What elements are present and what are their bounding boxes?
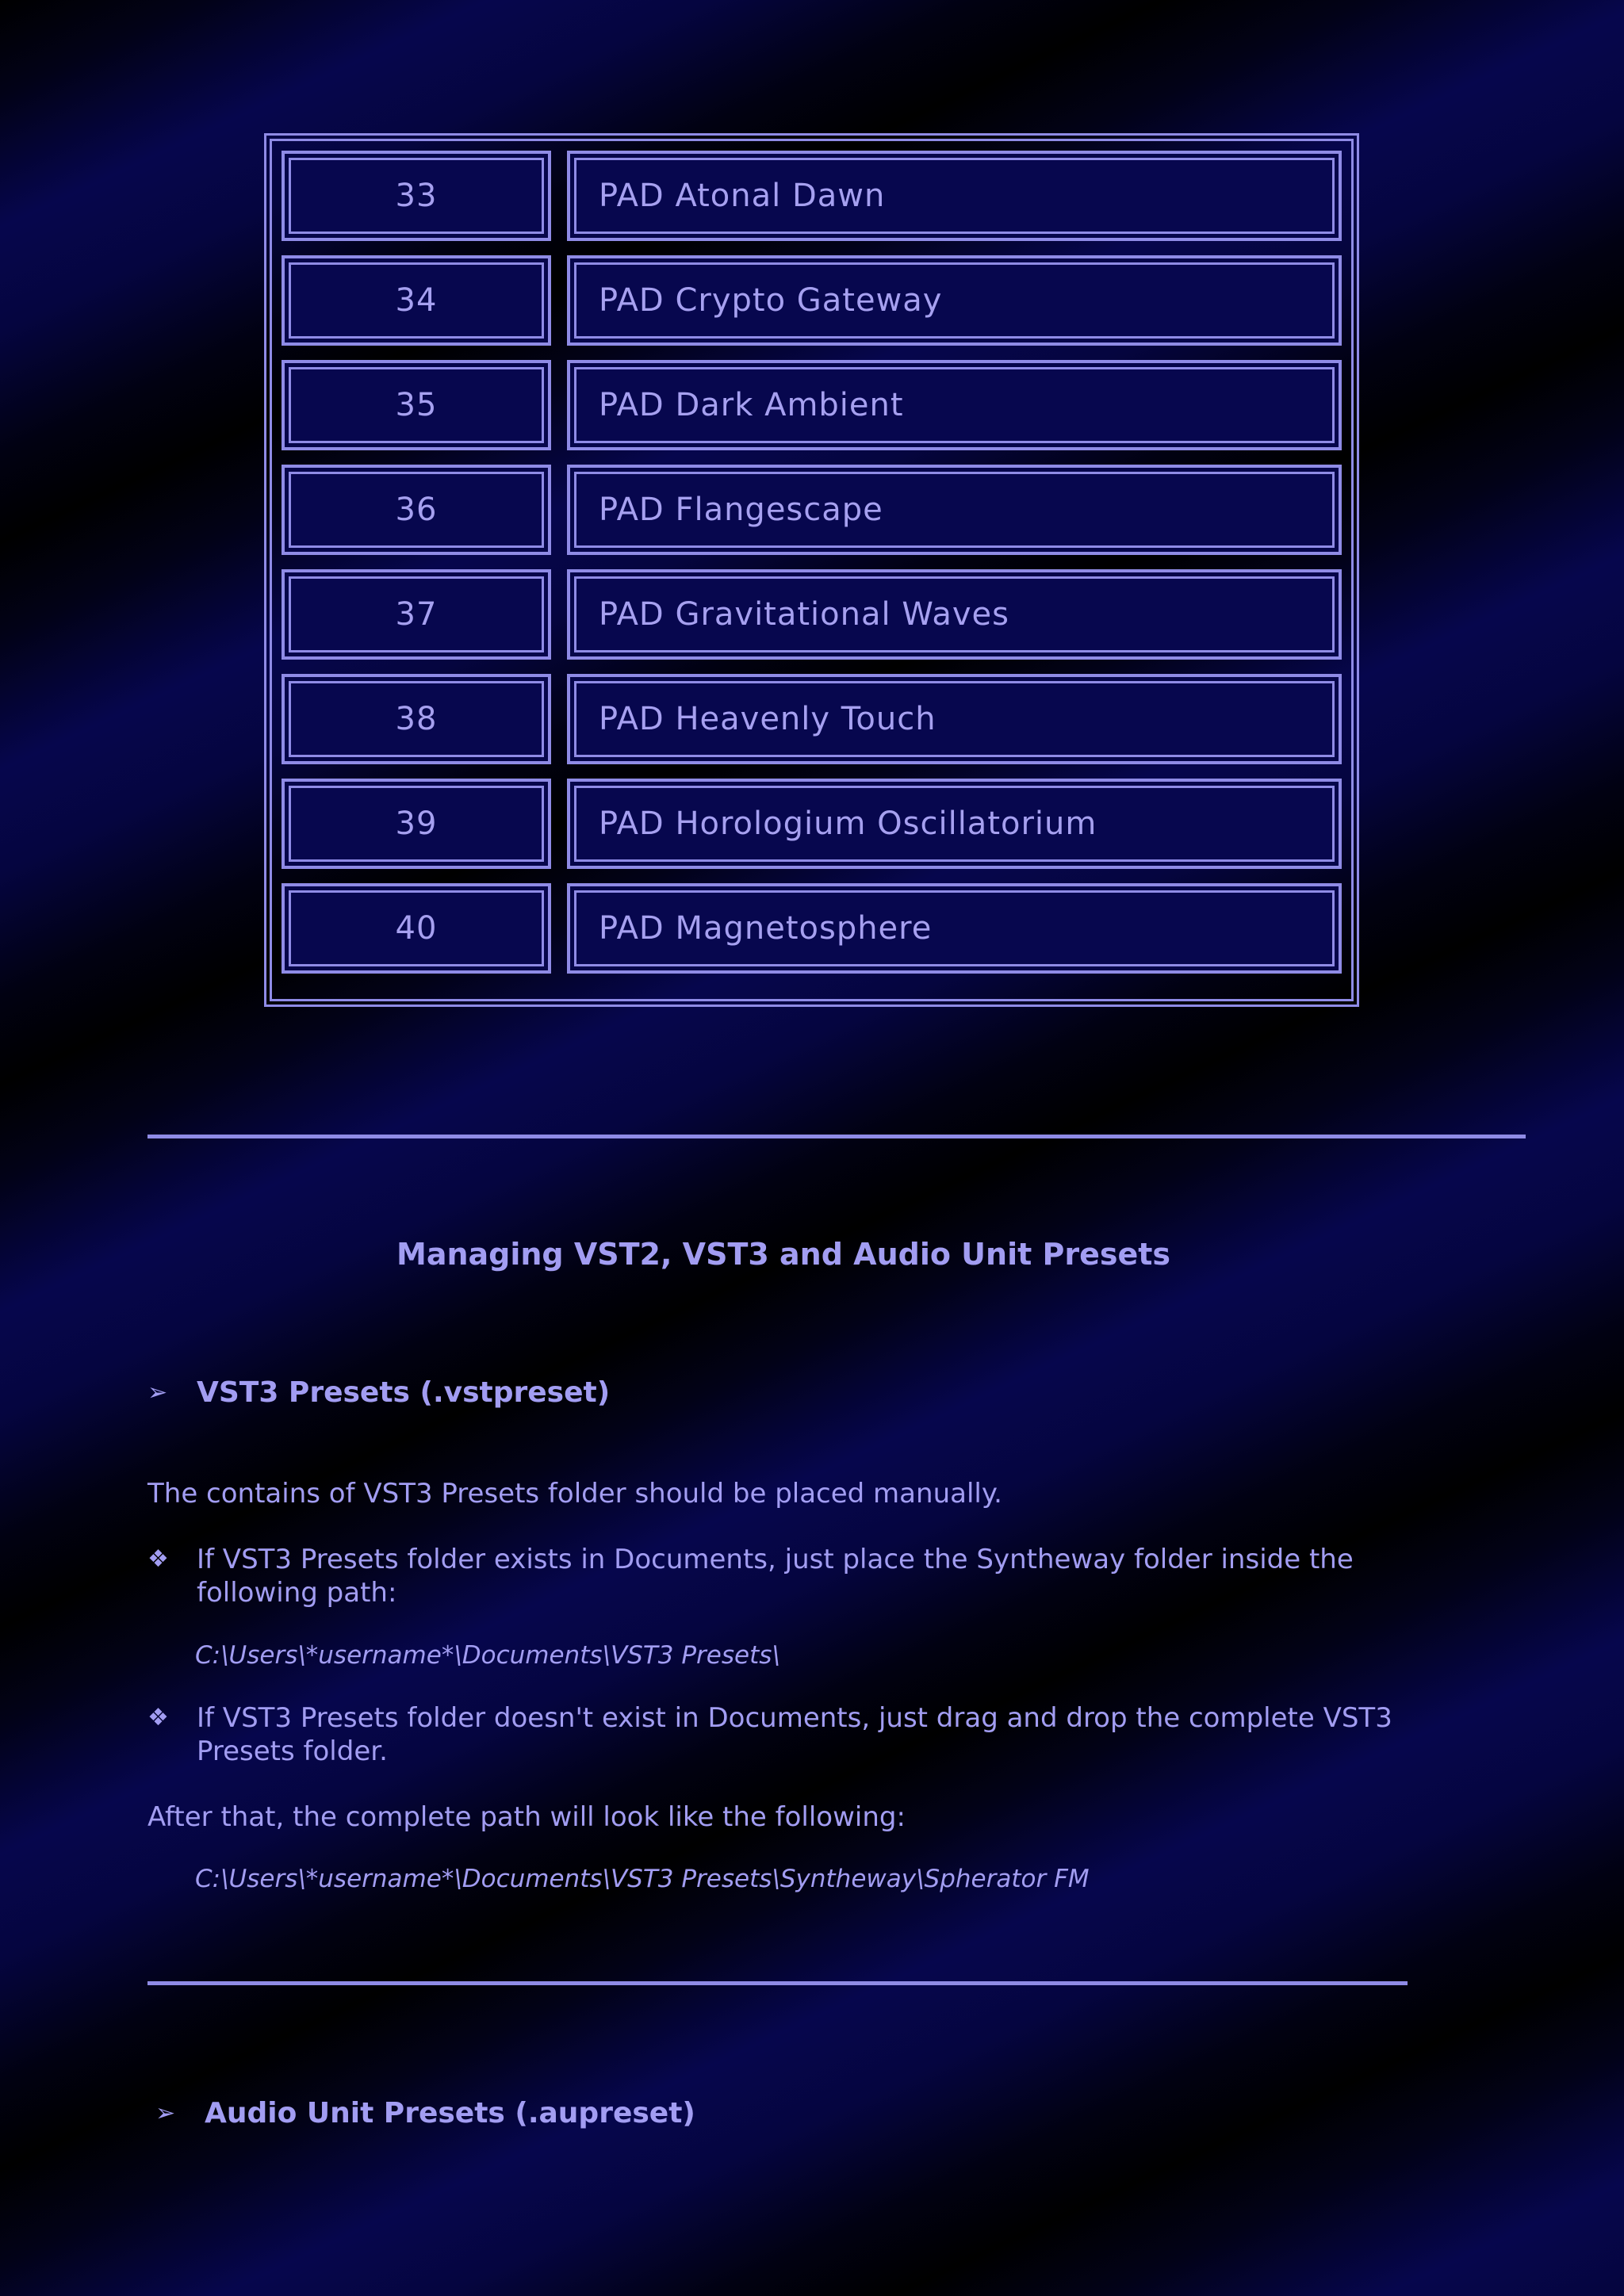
bullet-text: If VST3 Presets folder exists in Documents, just place the Syntheway folder inside the following path: <box>197 1544 1354 1609</box>
vst3-intro: The contains of VST3 Presets folder should be placed manually. <box>147 1478 1002 1510</box>
preset-name-cell <box>567 360 1342 450</box>
table-row <box>282 779 1342 869</box>
path-text: C:\Users\*username*\Documents\VST3 Presets\Syntheway\Spherator FM <box>195 1865 1090 1893</box>
table-row <box>282 151 1342 241</box>
list-item <box>147 1701 1416 1768</box>
divider <box>147 1135 1526 1138</box>
table-row <box>282 360 1342 450</box>
preset-number-cell <box>282 465 551 555</box>
preset-name-cell <box>567 674 1342 764</box>
preset-name: PAD Horologium Oscillatorium <box>574 786 1335 862</box>
au-heading-text: Audio Unit Presets (.aupreset) <box>205 2097 695 2130</box>
preset-name: PAD Gravitational Waves <box>574 576 1335 652</box>
preset-number: 33 <box>289 158 544 234</box>
preset-number-cell <box>282 151 551 241</box>
preset-name-cell <box>567 151 1342 241</box>
preset-name-cell <box>567 255 1342 346</box>
preset-number: 35 <box>289 367 544 443</box>
diamond-bullet-icon: ❖ <box>147 1704 169 1732</box>
preset-table-frame <box>270 139 1354 1001</box>
table-row <box>282 465 1342 555</box>
preset-number: 36 <box>289 472 544 548</box>
after-text: After that, the complete path will look like the following: <box>147 1801 906 1833</box>
section-title: Managing VST2, VST3 and Audio Unit Presets <box>396 1237 1171 1272</box>
au-heading <box>155 2097 695 2130</box>
preset-number-cell <box>282 360 551 450</box>
preset-number-cell <box>282 255 551 346</box>
preset-number: 37 <box>289 576 544 652</box>
preset-name: PAD Magnetosphere <box>574 890 1335 966</box>
table-row <box>282 674 1342 764</box>
preset-name-cell <box>567 883 1342 974</box>
preset-name-cell <box>567 465 1342 555</box>
preset-table <box>264 133 1359 1007</box>
vst3-heading <box>147 1376 610 1409</box>
preset-number: 34 <box>289 262 544 339</box>
divider <box>147 1981 1408 1985</box>
arrow-bullet-icon: ➢ <box>147 1379 168 1406</box>
vst3-heading-text: VST3 Presets (.vstpreset) <box>197 1376 611 1409</box>
preset-number-cell <box>282 674 551 764</box>
preset-name: PAD Dark Ambient <box>574 367 1335 443</box>
preset-number: 38 <box>289 681 544 757</box>
preset-name: PAD Atonal Dawn <box>574 158 1335 234</box>
bullet-text: If VST3 Presets folder doesn't exist in Documents, just drag and drop the complete VST3 Presets folder. <box>197 1702 1392 1767</box>
preset-number-cell <box>282 779 551 869</box>
preset-number-cell <box>282 883 551 974</box>
preset-name-cell <box>567 569 1342 660</box>
preset-name: PAD Flangescape <box>574 472 1335 548</box>
preset-name: PAD Crypto Gateway <box>574 262 1335 339</box>
path-text: C:\Users\*username*\Documents\VST3 Presets\ <box>195 1641 780 1670</box>
diamond-bullet-icon: ❖ <box>147 1545 169 1573</box>
arrow-bullet-icon: ➢ <box>155 2099 176 2127</box>
preset-name-cell <box>567 779 1342 869</box>
preset-number: 40 <box>289 890 544 966</box>
preset-number: 39 <box>289 786 544 862</box>
preset-number-cell <box>282 569 551 660</box>
list-item <box>147 1543 1416 1609</box>
preset-name: PAD Heavenly Touch <box>574 681 1335 757</box>
table-row <box>282 569 1342 660</box>
table-row <box>282 255 1342 346</box>
table-row <box>282 883 1342 974</box>
